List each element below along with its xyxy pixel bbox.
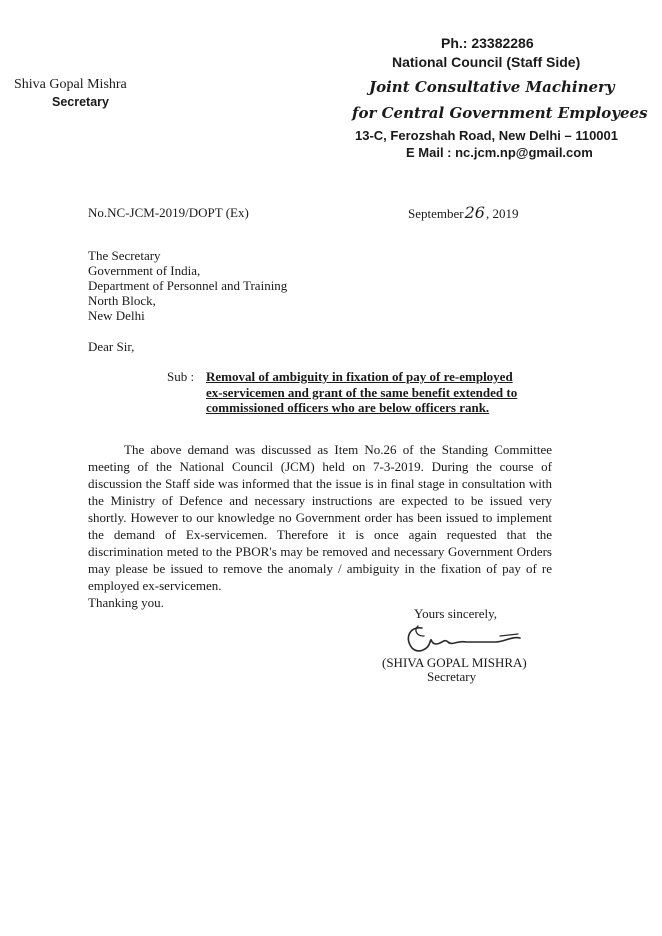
recipient-line: The Secretary: [88, 248, 161, 263]
letterhead-address: 13-C, Ferozshah Road, New Delhi – 110001: [355, 128, 618, 143]
letter-date: [408, 205, 518, 221]
body-paragraph-text: The above demand was discussed as Item No.26 of the Standing Committee meeting of the National Council (JCM) held on 7-3-2019. During the course of discussion the Staff side was informed that the issue is in final stage in consultation with the Ministry of Defence and necessary instructions are expected to be issued very shortly. However to our knowledge no Government order has been issued to implement the demand of Ex-servicemen. Therefore it is once again requested that the discrimination meted to the PBOR's may be removed and necessary Government Orders may please be issued to remove the anomaly / ambiguity in the fixation of pay of re employed ex-servicemen.: [88, 442, 552, 593]
signatory-title: Secretary: [427, 669, 477, 684]
body-paragraph: [88, 441, 552, 594]
letterhead-jcm: Joint Consultative Machinery: [369, 78, 615, 96]
signatory-name: (SHIVA GOPAL MISHRA): [382, 655, 527, 670]
handwritten-signature: [400, 616, 540, 658]
recipient-line: Government of India,: [88, 263, 201, 278]
subject-line: ex-servicemen and grant of the same benefit extended to: [206, 384, 518, 400]
salutation: Dear Sir,: [88, 339, 135, 354]
reference-number: No.NC-JCM-2019/DOPT (Ex): [88, 205, 249, 220]
closing-yours: Yours sincerely,: [414, 606, 498, 621]
closing-thanks: Thanking you.: [88, 595, 164, 610]
letterhead-phone: Ph.: 23382286: [441, 35, 534, 51]
sender-title: Secretary: [52, 95, 109, 109]
recipient-line: New Delhi: [88, 308, 145, 323]
date-day: 26: [464, 203, 485, 222]
subject-text: [206, 369, 556, 416]
subject-line: Removal of ambiguity in fixation of pay of re-employed: [206, 369, 513, 384]
date-year: , 2019: [485, 206, 519, 221]
recipient-line: North Block,: [88, 293, 156, 308]
subject-label: Sub :: [167, 369, 195, 384]
subject-line: commissioned officers who are below officers rank.: [206, 400, 490, 415]
recipient-line: Department of Personnel and Training: [88, 278, 288, 293]
letterhead-cge: for Central Government Employees: [352, 104, 648, 122]
letterhead-council: National Council (Staff Side): [392, 54, 581, 70]
letterhead-email: E Mail : nc.jcm.np@gmail.com: [406, 145, 593, 160]
sender-name: Shiva Gopal Mishra: [14, 77, 127, 92]
date-month: September: [408, 206, 464, 221]
